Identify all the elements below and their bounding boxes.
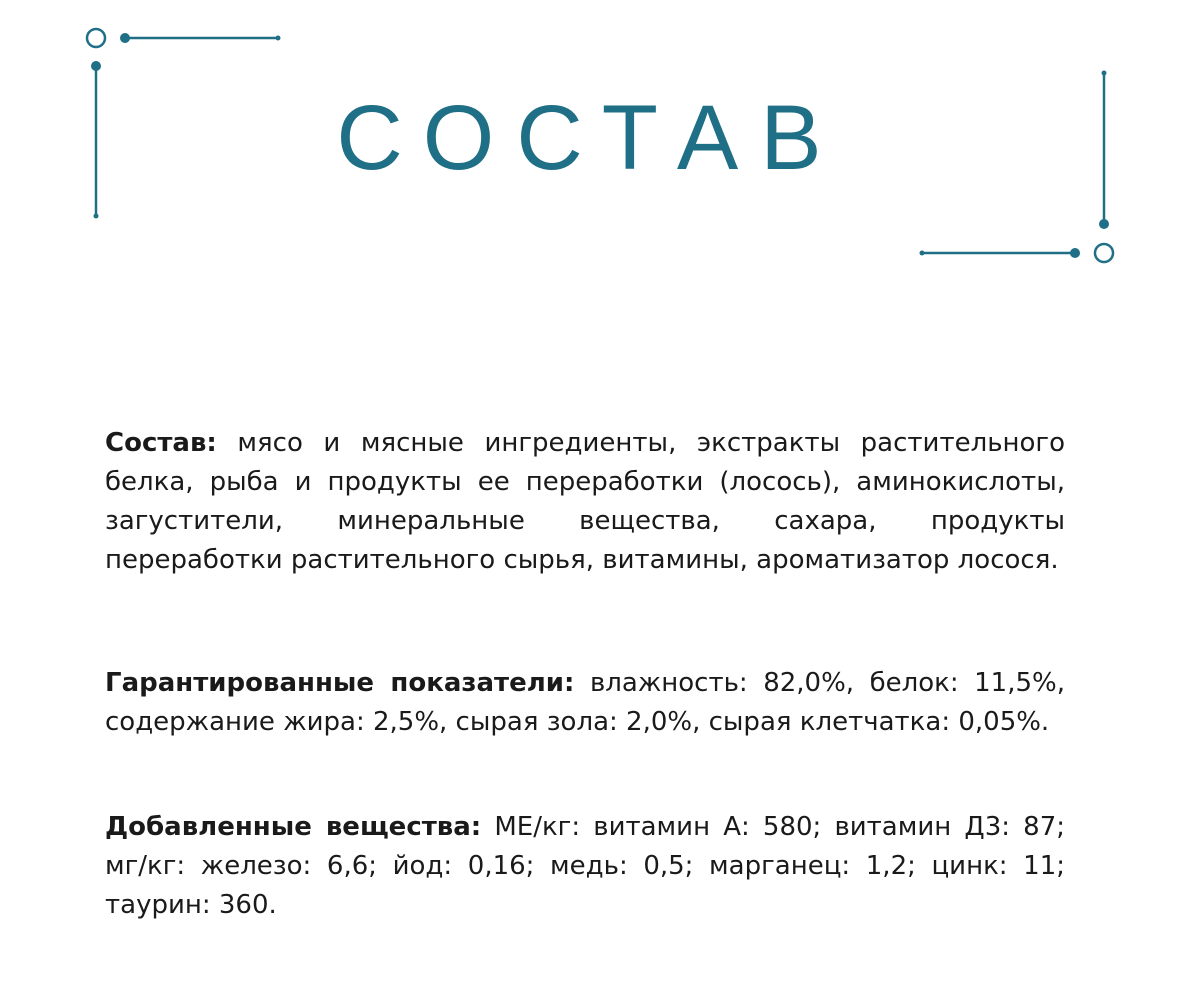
guaranteed-values-label: Гарантированные показатели: xyxy=(105,668,575,698)
ornament-ring xyxy=(87,29,105,47)
additives-text: МЕ/кг: витамин А: 580; витамин Д3: 87; мг/кг: железо: 6,6; йод: 0,16; медь: 0,5; марганец: 1,2; цинк: 11; таурин: 360. xyxy=(105,812,1066,920)
composition-label: Состав: xyxy=(105,428,217,458)
ornament-dot xyxy=(1102,71,1107,76)
ornament-dot xyxy=(91,61,101,71)
additives-paragraph xyxy=(105,808,1065,925)
composition-text: мясо и мясные ингредиенты, экстракты растительного белка, рыба и продукты ее переработки (лосось), аминокислоты, загустители, минеральные вещества, сахара, продукты переработки растительного сырья, витамины, ароматизатор лосося. xyxy=(105,428,1065,575)
ornament-ring xyxy=(1095,244,1113,262)
ornament-dot xyxy=(120,33,130,43)
additives-label: Добавленные вещества: xyxy=(105,812,482,842)
ornament-dot xyxy=(1070,248,1080,258)
ornament-dot xyxy=(94,214,99,219)
composition-paragraph xyxy=(105,424,1065,580)
guaranteed-values-paragraph xyxy=(105,664,1065,742)
page-title: СОСТАВ xyxy=(336,87,844,189)
guaranteed-values-text: влажность: 82,0%, белок: 11,5%, содержание жира: 2,5%, сырая зола: 2,0%, сырая клетчатка: 0,05%. xyxy=(105,668,1066,737)
ornament-dot xyxy=(276,36,281,41)
ornament-dot xyxy=(1099,219,1109,229)
ornament-dot xyxy=(920,251,925,256)
